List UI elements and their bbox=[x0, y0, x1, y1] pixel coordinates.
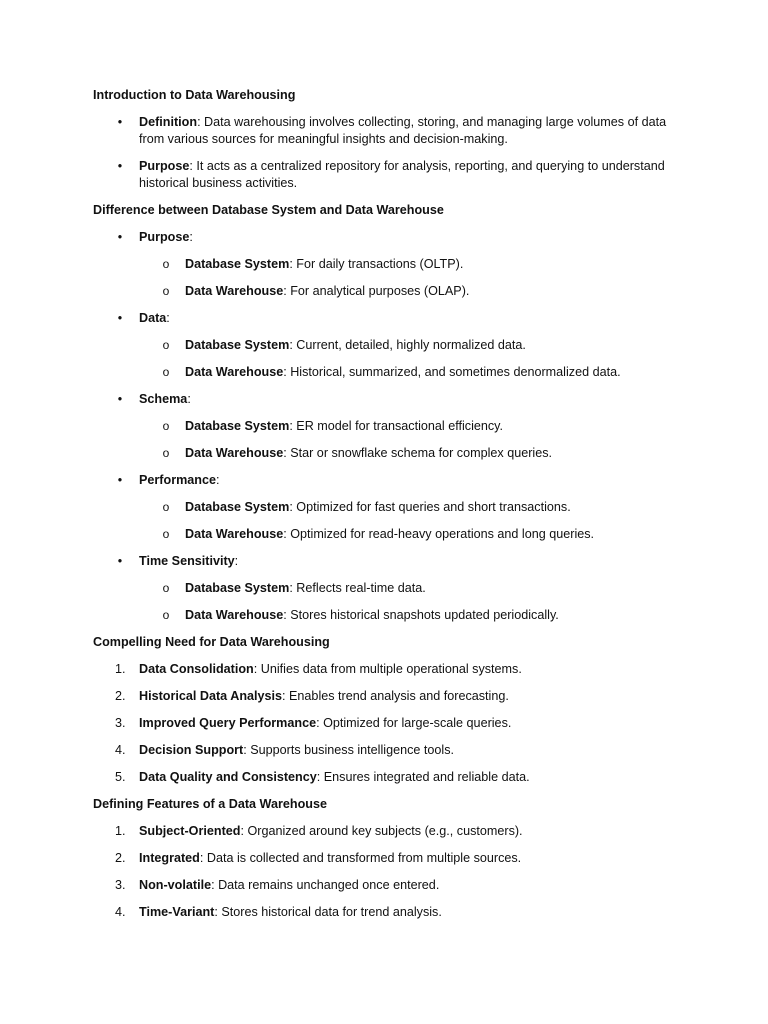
list-number: 1. bbox=[115, 824, 126, 838]
item-term: Time Sensitivity bbox=[139, 554, 235, 568]
list-number: 2. bbox=[115, 689, 126, 703]
sub-item-text: : For daily transactions (OLTP). bbox=[289, 257, 464, 271]
sub-item-term: Data Warehouse bbox=[185, 608, 284, 622]
list-item bbox=[93, 742, 673, 759]
item-text: : Stores historical data for trend analysis. bbox=[214, 905, 442, 919]
list-item bbox=[93, 715, 673, 732]
sub-item-text: : Optimized for fast queries and short transactions. bbox=[289, 500, 571, 514]
item-text: : Data remains unchanged once entered. bbox=[211, 878, 440, 892]
list-item bbox=[93, 158, 673, 192]
circle-bullet-icon: o bbox=[162, 446, 170, 460]
item-text: : Ensures integrated and reliable data. bbox=[316, 770, 530, 784]
sub-item-term: Data Warehouse bbox=[185, 527, 284, 541]
list-item bbox=[93, 310, 673, 381]
sub-item-text: : Star or snowflake schema for complex queries. bbox=[283, 446, 552, 460]
list-item bbox=[93, 661, 673, 678]
sub-item-term: Database System bbox=[185, 581, 290, 595]
bullet-list-introduction bbox=[93, 114, 673, 192]
sub-list bbox=[139, 499, 673, 543]
sub-item-text: : Stores historical snapshots updated periodically. bbox=[283, 608, 559, 622]
bullet-icon: • bbox=[117, 473, 123, 487]
document-page bbox=[93, 87, 673, 931]
sub-item-term: Database System bbox=[185, 257, 290, 271]
list-item bbox=[93, 391, 673, 462]
sub-item-text: : Reflects real-time data. bbox=[289, 581, 426, 595]
item-term: Performance bbox=[139, 473, 216, 487]
circle-bullet-icon: o bbox=[162, 500, 170, 514]
sub-list bbox=[139, 256, 673, 300]
circle-bullet-icon: o bbox=[162, 365, 170, 379]
section-heading-introduction: Introduction to Data Warehousing bbox=[93, 88, 296, 102]
item-term: Non-volatile bbox=[139, 878, 212, 892]
item-term: Time-Variant bbox=[139, 905, 215, 919]
item-text: : Enables trend analysis and forecasting. bbox=[282, 689, 509, 703]
item-text: : bbox=[187, 392, 191, 406]
item-term: Improved Query Performance bbox=[139, 716, 317, 730]
sub-item-text: : For analytical purposes (OLAP). bbox=[283, 284, 470, 298]
circle-bullet-icon: o bbox=[162, 581, 170, 595]
item-term: Purpose bbox=[139, 159, 190, 173]
item-term: Schema bbox=[139, 392, 188, 406]
sub-item-text: : ER model for transactional efficiency. bbox=[289, 419, 504, 433]
circle-bullet-icon: o bbox=[162, 257, 170, 271]
sub-item-text: : Optimized for read-heavy operations and long queries. bbox=[283, 527, 595, 541]
list-number: 2. bbox=[115, 851, 126, 865]
bullet-icon: • bbox=[117, 159, 123, 173]
sub-item-term: Database System bbox=[185, 338, 290, 352]
list-number: 4. bbox=[115, 905, 126, 919]
sub-item-text: : Historical, summarized, and sometimes denormalized data. bbox=[283, 365, 621, 379]
sub-item-term: Data Warehouse bbox=[185, 365, 284, 379]
list-number: 4. bbox=[115, 743, 126, 757]
sub-list bbox=[139, 418, 673, 462]
item-term: Data Quality and Consistency bbox=[139, 770, 317, 784]
sub-item-term: Data Warehouse bbox=[185, 446, 284, 460]
item-text: : Data warehousing involves collecting, storing, and managing large volumes of data from various sources for meaningful insights and decision-making. bbox=[139, 115, 667, 146]
sub-item-term: Data Warehouse bbox=[185, 284, 284, 298]
item-term: Data Consolidation bbox=[139, 662, 254, 676]
section-heading-difference: Difference between Database System and Data Warehouse bbox=[93, 203, 444, 217]
sub-item-text: : Current, detailed, highly normalized data. bbox=[289, 338, 526, 352]
circle-bullet-icon: o bbox=[162, 527, 170, 541]
list-item bbox=[93, 114, 673, 148]
bullet-icon: • bbox=[117, 311, 123, 325]
sub-list bbox=[139, 337, 673, 381]
sub-list-item bbox=[139, 256, 673, 273]
sub-list bbox=[139, 580, 673, 624]
item-text: : bbox=[234, 554, 239, 568]
item-text: : Supports business intelligence tools. bbox=[243, 743, 454, 757]
sub-list-item bbox=[139, 364, 673, 381]
bullet-list-difference bbox=[93, 229, 673, 624]
bullet-icon: • bbox=[117, 554, 123, 568]
numbered-list-defining-features bbox=[93, 823, 673, 921]
circle-bullet-icon: o bbox=[162, 338, 170, 352]
item-text: : It acts as a centralized repository for analysis, reporting, and querying to understand historical business activities. bbox=[139, 159, 665, 190]
item-term: Historical Data Analysis bbox=[139, 689, 283, 703]
sub-item-term: Database System bbox=[185, 419, 290, 433]
sub-list-item bbox=[139, 580, 673, 597]
list-number: 3. bbox=[115, 878, 126, 892]
list-item bbox=[93, 688, 673, 705]
numbered-list-compelling-need bbox=[93, 661, 673, 786]
item-text: : bbox=[189, 230, 193, 244]
bullet-icon: • bbox=[117, 392, 123, 406]
item-text: : Unifies data from multiple operational systems. bbox=[253, 662, 522, 676]
sub-item-term: Database System bbox=[185, 500, 290, 514]
list-item bbox=[93, 472, 673, 543]
list-number: 3. bbox=[115, 716, 126, 730]
list-item bbox=[93, 877, 673, 894]
item-term: Integrated bbox=[139, 851, 200, 865]
item-term: Definition bbox=[139, 115, 198, 129]
circle-bullet-icon: o bbox=[162, 419, 170, 433]
item-text: : Data is collected and transformed from multiple sources. bbox=[199, 851, 522, 865]
section-heading-compelling-need: Compelling Need for Data Warehousing bbox=[93, 635, 330, 649]
item-term: Decision Support bbox=[139, 743, 244, 757]
list-item bbox=[93, 553, 673, 624]
item-text: : Organized around key subjects (e.g., customers). bbox=[240, 824, 523, 838]
circle-bullet-icon: o bbox=[162, 284, 170, 298]
list-item bbox=[93, 229, 673, 300]
bullet-icon: • bbox=[117, 230, 123, 244]
list-item bbox=[93, 769, 673, 786]
item-term: Purpose bbox=[139, 230, 190, 244]
list-number: 1. bbox=[115, 662, 126, 676]
bullet-icon: • bbox=[117, 115, 123, 129]
sub-list-item bbox=[139, 499, 673, 516]
section-heading-defining-features: Defining Features of a Data Warehouse bbox=[93, 797, 327, 811]
item-text: : bbox=[216, 473, 220, 487]
item-text: : bbox=[166, 311, 170, 325]
sub-list-item bbox=[139, 337, 673, 354]
sub-list-item bbox=[139, 526, 673, 543]
list-item bbox=[93, 904, 673, 921]
sub-list-item bbox=[139, 445, 673, 462]
list-number: 5. bbox=[115, 770, 126, 784]
sub-list-item bbox=[139, 607, 673, 624]
list-item bbox=[93, 823, 673, 840]
sub-list-item bbox=[139, 418, 673, 435]
item-term: Data bbox=[139, 311, 167, 325]
item-text: : Optimized for large-scale queries. bbox=[316, 716, 512, 730]
sub-list-item bbox=[139, 283, 673, 300]
list-item bbox=[93, 850, 673, 867]
item-term: Subject-Oriented bbox=[139, 824, 241, 838]
circle-bullet-icon: o bbox=[162, 608, 170, 622]
